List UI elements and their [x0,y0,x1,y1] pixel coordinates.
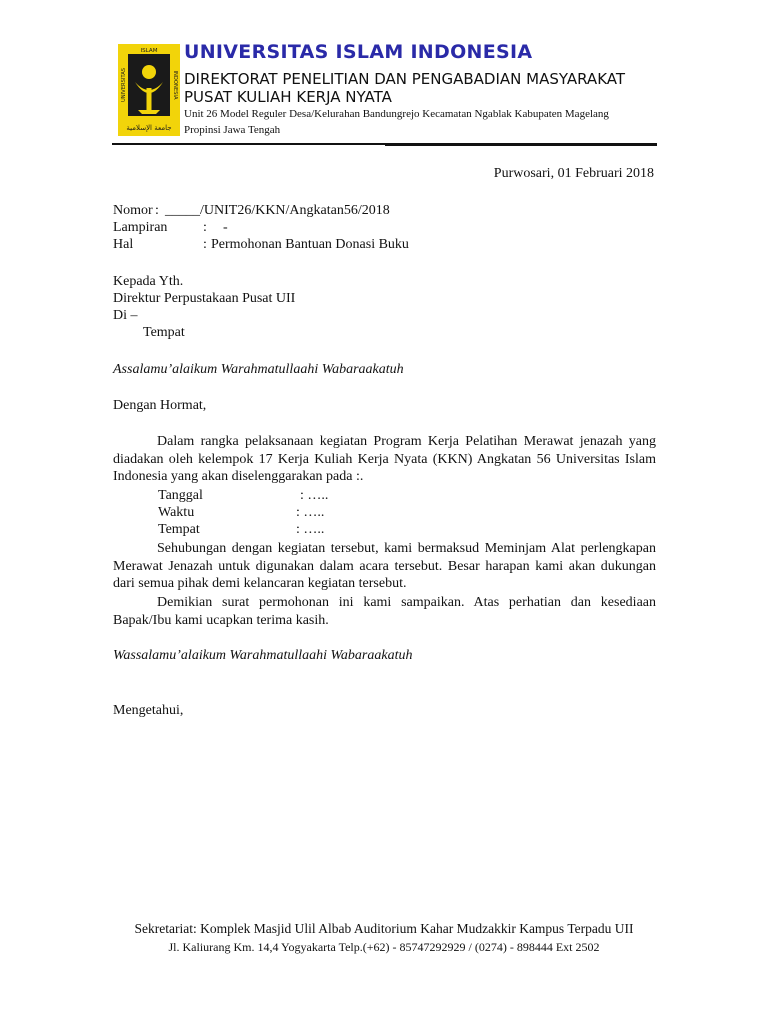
salam-close: Wassalamu’alaikum Warahmatullaahi Wabaraakatuh [113,648,413,663]
recipient-line4: Tempat [143,325,185,340]
nomor-value: _____/UNIT26/KKN/Angkatan56/2018 [165,203,390,218]
lampiran-value: - [223,220,228,235]
header-address-line2: Propinsi Jawa Tengah [184,124,281,136]
footer-line2: Jl. Kaliurang Km. 14,4 Yogyakarta Telp.(+62) - 85747292929 / (0274) - 898444 Ext 2502 [168,940,600,954]
logo-text-top: ISLAM [140,48,158,54]
tanggal-label: Tanggal [158,488,203,503]
waktu-label: Waktu [158,505,195,520]
tempat-value: : ….. [296,522,325,537]
salam-open: Assalamu’alaikum Warahmatullaahi Wabaraakatuh [113,362,404,377]
directorate-name: DIREKTORAT PENELITIAN DAN PENGABADIAN MASYARAKAT [184,70,626,88]
recipient-line3: Di – [113,308,138,323]
hal-sep: : [203,237,207,252]
nomor-label: Nomor [113,203,153,218]
university-name: UNIVERSITAS ISLAM INDONESIA [184,41,533,63]
logo-text-bottom: جامعة الإسلامية [126,124,172,132]
hal-value: Permohonan Bantuan Donasi Buku [211,237,409,252]
paragraph-1: Dalam rangka pelaksanaan kegiatan Program Kerja Pelatihan Merawat jenazah yang diadakan oleh kelempok 17 Kerja Kuliah Kerja Nyata (KKN) Angkatan 56 Universitas Islam Indonesia yang akan diselenggarakan pada :. [113,434,656,484]
paragraph-2: Sehubungan dengan kegiatan tersebut, kami bermaksud Meminjam Alat perlengkapan Merawat Jenazah untuk digunakan dalam acara tersebut. Besar harapan kami akan dukungan dari semua pihak demi kelancaran kegiatan tersebut. [113,541,656,591]
nomor-sep: : [155,203,159,218]
recipient-line2: Direktur Perpustakaan Pusat UII [113,291,296,306]
tempat-label: Tempat [158,522,200,537]
mengetahui: Mengetahui, [113,703,184,718]
university-logo [118,44,180,136]
center-name: PUSAT KULIAH KERJA NYATA [184,88,392,106]
greeting: Dengan Hormat, [113,398,207,413]
paragraph-3: Demikian surat permohonan ini kami sampaikan. Atas perhatian dan kesediaan Bapak/Ibu kami ucapkan terima kasih. [113,595,656,628]
waktu-value: : ….. [296,505,325,520]
place-date: Purwosari, 01 Februari 2018 [493,166,654,181]
lampiran-label: Lampiran [113,220,168,235]
hal-label: Hal [113,237,134,252]
lampiran-sep: : [203,220,207,235]
header-address-line1: Unit 26 Model Reguler Desa/Kelurahan Bandungrejo Kecamatan Ngablak Kabupaten Magelang [184,108,609,120]
recipient-line1: Kepada Yth. [113,274,184,289]
logo-text-left: UNIVERSITAS [121,67,127,103]
header-divider-thick [385,143,657,146]
logo-text-right: INDONESIA [172,70,178,100]
tanggal-value: : ….. [300,488,329,503]
footer-line1: Sekretariat: Komplek Masjid Ulil Albab Auditorium Kahar Mudzakkir Kampus Terpadu UII [134,921,634,936]
